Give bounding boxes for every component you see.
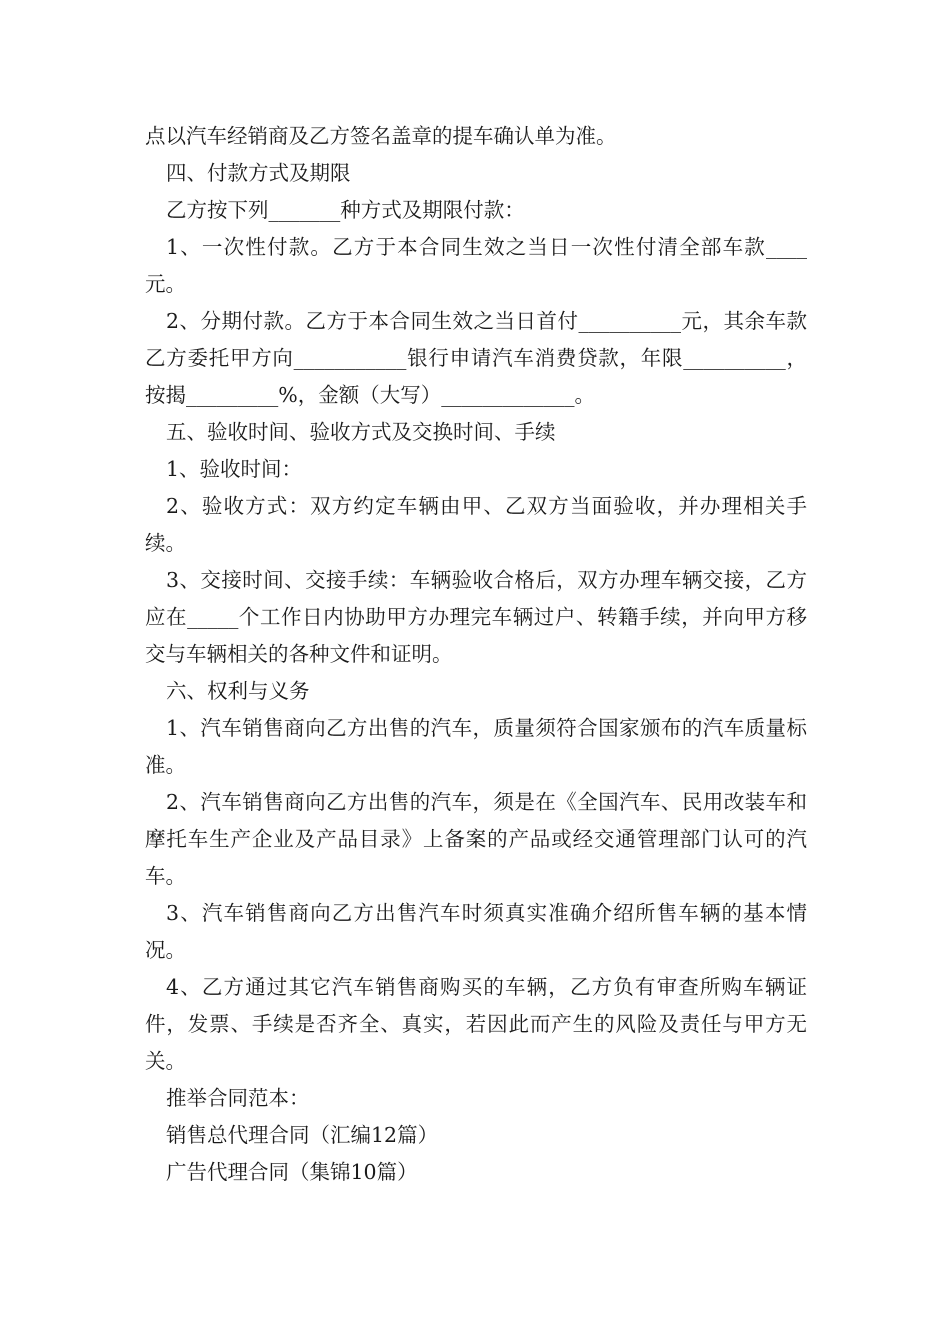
section-heading-acceptance: 五、验收时间、验收方式及交换时间、手续 bbox=[166, 420, 556, 444]
paragraph-installment: 2、分期付款。乙方于本合同生效之当日首付__________元，其余车款乙方委托甲方向___________银行申请汽车消费贷款，年限__________，按揭_________%，金额（大写）_____________。 bbox=[145, 309, 807, 407]
recommended-link-2: 广告代理合同（集锦10篇） bbox=[166, 1160, 418, 1184]
section-heading-payment: 四、付款方式及期限 bbox=[166, 161, 351, 185]
paragraph-handover: 3、交接时间、交接手续：车辆验收合格后，双方办理车辆交接，乙方应在_____个工作日内协助甲方办理完车辆过户、转籍手续，并向甲方移交与车辆相关的各种文件和证明。 bbox=[145, 568, 807, 666]
paragraph-rights-4: 4、乙方通过其它汽车销售商购买的车辆，乙方负有审查所购车辆证件，发票、手续是否齐全、真实，若因此而产生的风险及责任与甲方无关。 bbox=[145, 975, 807, 1073]
paragraph-lump-sum: 1、一次性付款。乙方于本合同生效之当日一次性付清全部车款____元。 bbox=[145, 235, 807, 296]
recommended-heading: 推举合同范本： bbox=[166, 1086, 310, 1110]
paragraph-rights-2: 2、汽车销售商向乙方出售的汽车，须是在《全国汽车、民用改装车和摩托车生产企业及产品目录》上备案的产品或经交通管理部门认可的汽车。 bbox=[145, 790, 807, 888]
paragraph-acceptance-method: 2、验收方式：双方约定车辆由甲、乙双方当面验收，并办理相关手续。 bbox=[145, 494, 807, 555]
paragraph-payment-method: 乙方按下列_______种方式及期限付款： bbox=[166, 198, 525, 222]
section-heading-rights: 六、权利与义务 bbox=[166, 679, 310, 703]
paragraph-rights-3: 3、汽车销售商向乙方出售汽车时须真实准确介绍所售车辆的基本情况。 bbox=[145, 901, 807, 962]
recommended-link-1: 销售总代理合同（汇编12篇） bbox=[166, 1123, 439, 1147]
document-body bbox=[145, 118, 807, 1191]
paragraph-continuation: 点以汽车经销商及乙方签名盖章的提车确认单为准。 bbox=[145, 124, 617, 148]
paragraph-acceptance-time: 1、验收时间： bbox=[166, 457, 303, 481]
paragraph-rights-1: 1、汽车销售商向乙方出售的汽车，质量须符合国家颁布的汽车质量标准。 bbox=[145, 716, 807, 777]
